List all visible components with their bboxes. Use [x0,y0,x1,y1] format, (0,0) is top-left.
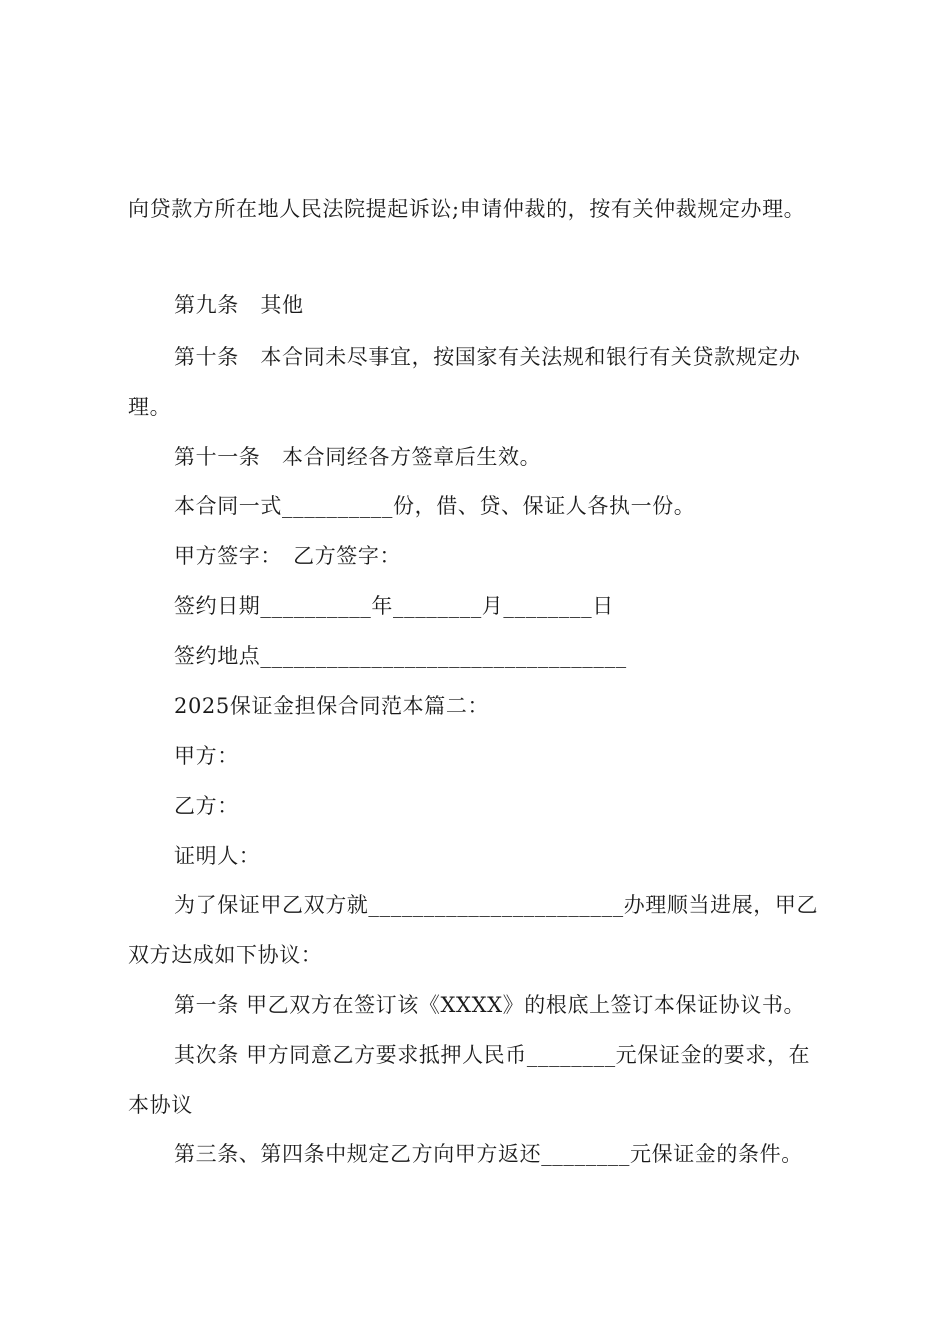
paragraph-line: 其次条 甲方同意乙方要求抵押人民币________元保证金的要求，在 [174,1043,811,1067]
party-a-line: 甲方： [174,744,239,768]
paragraph-line: 双方达成如下协议： [128,943,323,967]
paragraph-line: 理。 [128,395,172,419]
signature-line: 甲方签字： 乙方签字： [174,544,402,568]
paragraph-line: 第一条 甲乙双方在签订该《XXXX》的根底上签订本保证协议书。 [174,993,806,1017]
paragraph-line: 第十一条 本合同经各方签章后生效。 [174,445,542,469]
party-b-line: 乙方： [174,794,239,818]
paragraph-line: 本协议 [128,1093,193,1117]
paragraph-line: 向贷款方所在地人民法院提起诉讼;申请仲裁的，按有关仲裁规定办理。 [128,197,806,221]
paragraph-line: 为了保证甲乙双方就_______________________办理顺当进展，甲乙 [174,893,819,917]
signing-place-line: 签约地点_________________________________ [174,644,627,668]
paragraph-line: 本合同一式__________份，借、贷、保证人各执一份。 [174,494,696,518]
signing-date-line: 签约日期__________年________月________日 [174,594,614,618]
paragraph-line: 第十条 本合同未尽事宜，按国家有关法规和银行有关贷款规定办 [174,345,801,369]
paragraph-line: 第三条、第四条中规定乙方向甲方返还________元保证金的条件。 [174,1142,803,1166]
article-heading: 第九条 其他 [174,293,304,317]
witness-line: 证明人： [174,844,261,868]
section-title: 2025保证金担保合同范本篇二： [174,694,490,718]
